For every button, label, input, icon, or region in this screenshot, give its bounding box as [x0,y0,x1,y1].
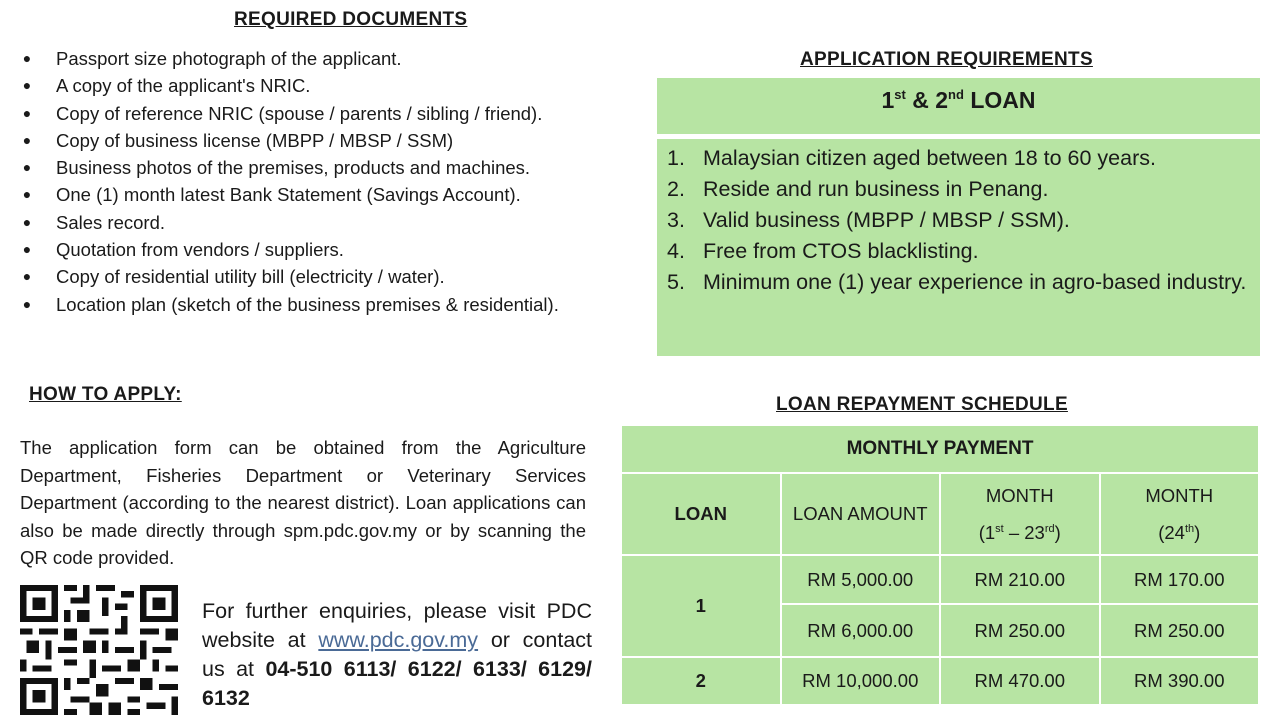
bullet-icon: ● [22,268,32,285]
bullet-icon: ● [22,104,32,121]
bullet-icon: ● [22,241,32,258]
bullet-icon: ● [22,186,32,203]
list-item: ● Business photos of the premises, products and machines. [20,154,630,181]
loan-number-cell: 1 [621,555,781,657]
repayment-table [620,424,1260,706]
list-item: ● Quotation from vendors / suppliers. [20,236,630,263]
month-1-23-column-header: MONTH (1st – 23rd) [940,473,1100,555]
list-item: ● Copy of reference NRIC (spouse / parents / sibling / friend). [20,100,630,127]
bullet-icon: ● [22,159,32,176]
last-month-payment-cell: RM 250.00 [1100,604,1260,657]
loan-amount-column-header: LOAN AMOUNT [781,473,941,555]
contact-phones: 04-510 6113/ 6122/ 6133/ 6129/ 6132 [202,657,592,710]
list-item: 5. Minimum one (1) year experience in agro-based industry. [667,270,1247,294]
required-documents-list [20,45,630,318]
list-item: ● Passport size photograph of the applicant. [20,45,630,72]
list-item: ● Copy of residential utility bill (electricity / water). [20,263,630,290]
application-requirements-list [657,139,1260,298]
first-months-payment-cell: RM 470.00 [940,657,1100,705]
first-months-payment-cell: RM 210.00 [940,555,1100,604]
bullet-icon: ● [22,50,32,66]
list-item: 1. Malaysian citizen aged between 18 to 60 years. [667,146,1156,170]
list-item: 2. Reside and run business in Penang. [667,177,1049,201]
list-item: ● Copy of business license (MBPP / MBSP / SSM) [20,127,630,154]
list-item: ● Sales record. [20,209,630,236]
required-documents-title: REQUIRED DOCUMENTS [234,9,468,30]
loan-column-header: LOAN [621,473,781,555]
bullet-icon: ● [22,213,32,230]
table-row [621,657,1259,705]
monthly-payment-header: MONTHLY PAYMENT [621,425,1259,473]
qr-code-icon[interactable] [20,585,178,715]
loan-repayment-schedule-title: LOAN REPAYMENT SCHEDULE [776,394,1068,415]
last-month-payment-cell: RM 390.00 [1100,657,1260,705]
bullet-icon: ● [22,77,32,94]
loan-amount-cell: RM 6,000.00 [781,604,941,657]
list-item: 4. Free from CTOS blacklisting. [667,239,979,263]
loan-number-cell: 2 [621,657,781,705]
last-month-payment-cell: RM 170.00 [1100,555,1260,604]
how-to-apply-title: HOW TO APPLY: [29,384,182,405]
loan-label: 1st & 2nd LOAN [657,78,1260,134]
list-item: ● Location plan (sketch of the business premises & residential). [20,291,630,318]
list-item: ● One (1) month latest Bank Statement (Savings Account). [20,181,630,208]
pdc-website-link[interactable]: www.pdc.gov.my [318,628,479,652]
list-item: ● A copy of the applicant's NRIC. [20,72,630,99]
month-24-column-header: MONTH (24th) [1100,473,1260,555]
bullet-icon: ● [22,295,32,312]
loan-amount-cell: RM 5,000.00 [781,555,941,604]
enquiry-text: For further enquiries, please visit PDC website at www.pdc.gov.my or contact us at 04-510 6113/ 6122/ 6133/ 6129/ 6132 [202,599,592,710]
first-months-payment-cell: RM 250.00 [940,604,1100,657]
application-requirements-box [657,139,1260,356]
bullet-icon: ● [22,131,32,148]
application-requirements-title: APPLICATION REQUIREMENTS [800,49,1093,70]
list-item: 3. Valid business (MBPP / MBSP / SSM). [667,208,1070,232]
table-row [621,555,1259,604]
loan-amount-cell: RM 10,000.00 [781,657,941,705]
how-to-apply-text: The application form can be obtained from the Agriculture Department, Fisheries Department or Veterinary Services Department (according to the nearest district). Loan applications can also be made directly through spm.pdc.gov.my or by scanning the QR code provided. [20,437,586,568]
